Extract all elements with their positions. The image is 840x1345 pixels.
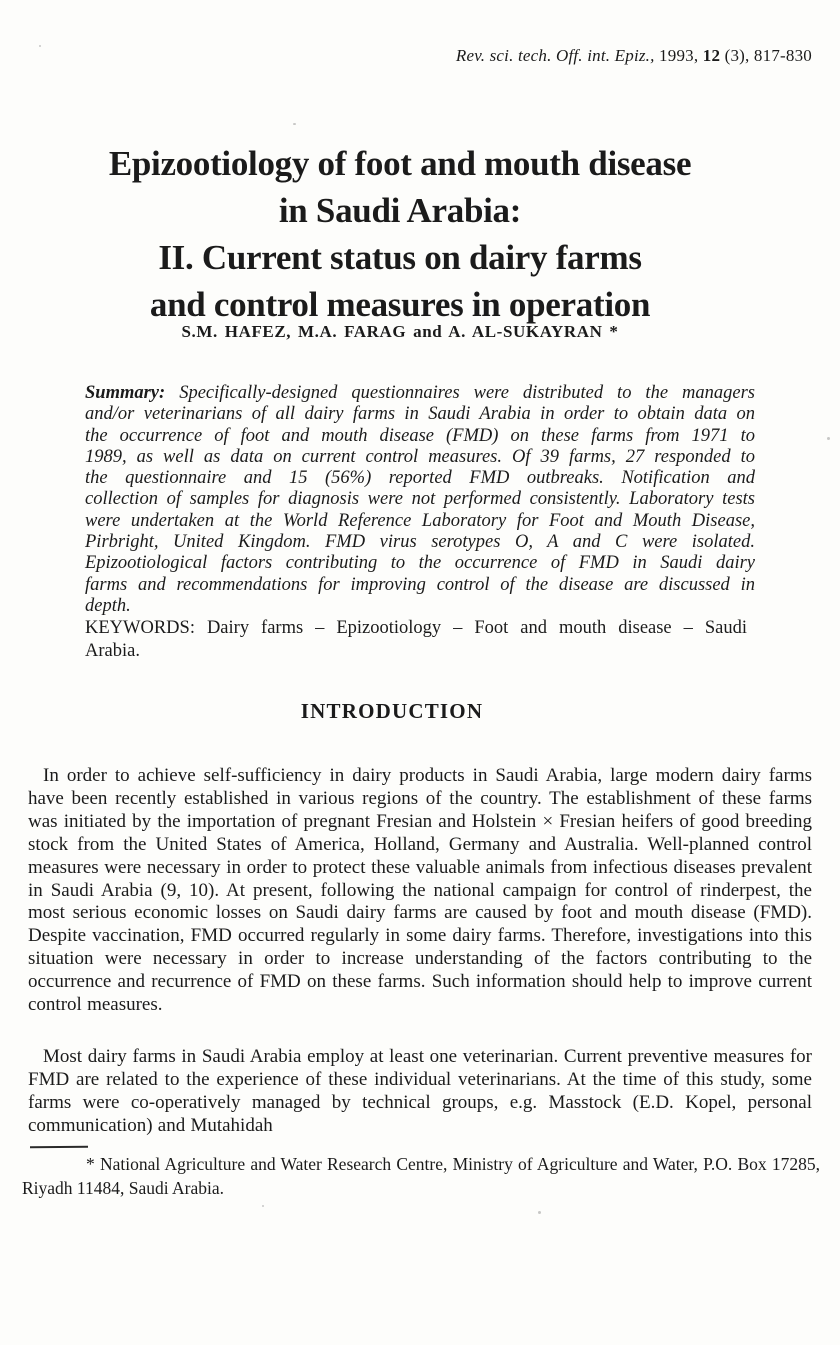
article-title bbox=[8, 140, 792, 328]
summary-block bbox=[85, 383, 755, 617]
introduction-heading: INTRODUCTION bbox=[300, 699, 484, 723]
scan-speck bbox=[262, 1205, 264, 1207]
summary-label: Summary: bbox=[85, 383, 166, 403]
authors-line: S.M. HAFEZ, M.A. FARAG and A. AL-SUKAYRAN * bbox=[181, 322, 619, 341]
journal-volume: 12 bbox=[702, 46, 721, 65]
introduction-paragraph-2: Most dairy farms in Saudi Arabia employ at least one veterinarian. Current preventive measures for FMD are related to the experience of these individual veterinarians. At the time of this study, some farms were co-operatively managed by technical groups, e.g. Masstock (E.D. Kopel, personal communication) and Mutahidah bbox=[28, 1046, 812, 1136]
scan-speck bbox=[39, 45, 41, 47]
article-title-line-2: in Saudi Arabia: bbox=[278, 191, 522, 230]
introduction-paragraph-1: In order to achieve self-sufficiency in dairy products in Saudi Arabia, large modern dairy farms have been recently established in various regions of the country. The establishment of these farms was initiated by the importation of pregnant Fresian and Holstein × Fresian heifers of good breeding stock from the United States of America, Holland, Germany and Australia. Well-planned control measures were necessary in order to protect these valuable animals from infectious diseases prevalent in Saudi Arabia (9, 10). At present, following the national campaign for control of rinderpest, the most serious economic losses on Saudi dairy farms are caused by foot and mouth disease (FMD). Despite vaccination, FMD occurred regularly in some dairy farms. Therefore, investigations into this situation were necessary in order to increase understanding of the factors contributing to the occurrence and recurrence of FMD on these farms. Such information should help to improve current control measures. bbox=[28, 765, 812, 1016]
journal-year: 1993, bbox=[654, 46, 703, 65]
article-title-line-1: Epizootiology of foot and mouth disease bbox=[108, 144, 692, 183]
journal-name: Rev. sci. tech. Off. int. Epiz., bbox=[455, 46, 655, 65]
scan-speck bbox=[293, 123, 296, 125]
article-title-line-3: II. Current status on dairy farms bbox=[158, 238, 642, 277]
footnote-affiliation: * National Agriculture and Water Research Centre, Ministry of Agriculture and Water, P.O. Box 17285, Riyadh 11484, Saudi Arabia. bbox=[22, 1154, 820, 1198]
article-title-line-4: and control measures in operation bbox=[149, 285, 651, 324]
summary-text: Specifically-designed questionnaires were distributed to the managers and/or veterinarians of all dairy farms in Saudi Arabia in order to obtain data on the occurrence of foot and mouth disease (FMD) on these farms from 1971 to 1989, as well as data on current control measures. Of 39 farms, 27 responded to the questionnaire and 15 (56%) reported FMD outbreaks. Notification and collection of samples for diagnosis were not performed consistently. Laboratory tests were undertaken at the World Reference Laboratory for Foot and Mouth Disease, Pirbright, United Kingdom. FMD virus serotypes O, A and C were isolated. Epizootiological factors contributing to the occurrence of FMD in Saudi dairy farms and recommendations for improving control of the disease are discussed in depth. bbox=[85, 383, 755, 616]
scan-speck bbox=[538, 1211, 541, 1214]
keywords-line: KEYWORDS: Dairy farms – Epizootiology – Foot and mouth disease – Saudi Arabia. bbox=[85, 618, 747, 661]
journal-issue-pages: (3), 817-830 bbox=[720, 46, 812, 65]
footnote-separator-rule bbox=[30, 1146, 88, 1149]
scan-speck bbox=[827, 437, 830, 440]
journal-reference bbox=[456, 46, 812, 66]
